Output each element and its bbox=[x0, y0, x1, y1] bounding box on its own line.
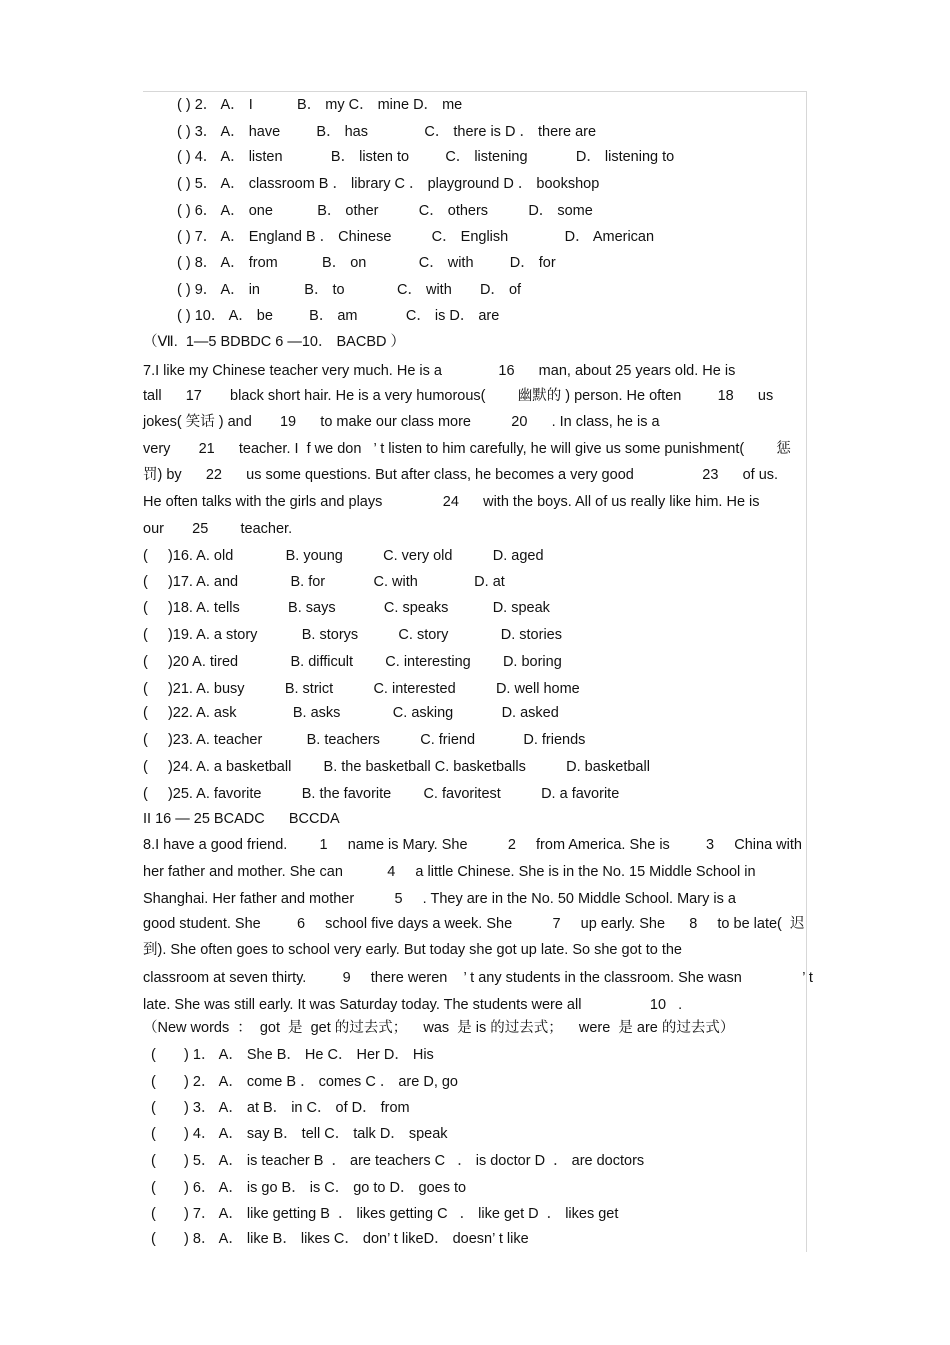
option-row: ( ) 7． A． England B ． Chinese C． English D． American bbox=[177, 229, 655, 245]
question-row: ( ) 1． A． She B． He C． Her D． His bbox=[151, 1047, 434, 1063]
question-row: ( ) 5． A． is teacher B ． are teachers C ． is doctor D ． are doctors bbox=[151, 1153, 645, 1169]
answer-key: （Ⅶ. 1—5 BDBDC 6 —10． BACBD ） bbox=[143, 334, 405, 350]
option-row: ( ) 5． A． classroom B ． library C ． playground D ． bookshop bbox=[177, 176, 600, 192]
question-row: ( ) 2． A． come B ． comes C ． are D, go bbox=[151, 1074, 458, 1090]
question-row: ( )18. A. tells B. says C. speaks D. speak bbox=[143, 600, 550, 616]
option-row: ( ) 10． A． be B． am C． is D． are bbox=[177, 308, 500, 324]
option-row: ( ) 8． A． from B． on C． with D． for bbox=[177, 255, 556, 271]
vocabulary-note: （New words ： got 是 get 的过去式； was 是 is 的过去式； were 是 are 的过去式） bbox=[143, 1020, 735, 1036]
passage-line: 到). She often goes to school very early. But today she got up late. So she got to the bbox=[143, 942, 682, 958]
passage-line: good student. She 6 school five days a week. She 7 up early. She 8 to be late( 迟 bbox=[143, 916, 805, 932]
option-row: ( ) 4． A． listen B． listen to C． listening D． listening to bbox=[177, 149, 675, 165]
question-row: ( ) 8． A． like B． likes C． don’ t likeD． doesn’ t like bbox=[151, 1231, 529, 1247]
passage-line: He often talks with the girls and plays 24 with the boys. All of us really like him. He is bbox=[143, 494, 760, 510]
question-row: ( )22. A. ask B. asks C. asking D. asked bbox=[143, 705, 559, 721]
question-row: ( )19. A. a story B. storys C. story D. stories bbox=[143, 627, 562, 643]
passage-line: classroom at seven thirty. 9 there weren ’ t any students in the classroom. She wasn ’ t bbox=[143, 970, 813, 986]
option-row: ( ) 2． A． I B． my C． mine D． me bbox=[177, 97, 463, 113]
passage-line: tall 17 black short hair. He is a very humorous( 幽默的 ) person. He often 18 us bbox=[143, 388, 774, 404]
passage-line: late. She was still early. It was Saturday today. The students were all 10 . bbox=[143, 997, 683, 1013]
passage-line: jokes( 笑话 ) and 19 to make our class more 20 . In class, he is a bbox=[143, 414, 660, 430]
question-row: ( ) 3． A． at B． in C． of D． from bbox=[151, 1100, 410, 1116]
option-row: ( ) 9． A． in B． to C． with D． of bbox=[177, 282, 522, 298]
passage-line: 8.I have a good friend. 1 name is Mary. She 2 from America. She is 3 China with bbox=[143, 837, 802, 853]
passage-line: very 21 teacher. I f we don ’ t listen to him carefully, he will give us some punishment( 惩 bbox=[143, 441, 791, 457]
question-row: ( )23. A. teacher B. teachers C. friend D. friends bbox=[143, 732, 586, 748]
answer-key: II 16 — 25 BCADC BCCDA bbox=[143, 811, 340, 827]
passage-line: our 25 teacher. bbox=[143, 521, 293, 537]
question-row: ( ) 6． A． is go B． is C． go to D． goes to bbox=[151, 1180, 467, 1196]
option-row: ( ) 3． A． have B． has C． there is D ． there are bbox=[177, 124, 597, 140]
passage-line: 罚) by 22 us some questions. But after class, he becomes a very good 23 of us. bbox=[143, 467, 779, 483]
question-row: ( )17. A. and B. for C. with D. at bbox=[143, 574, 505, 590]
question-row: ( ) 4． A． say B． tell C． talk D． speak bbox=[151, 1126, 448, 1142]
passage-line: her father and mother. She can 4 a little Chinese. She is in the No. 15 Middle School in bbox=[143, 864, 756, 880]
passage-line: 7.I like my Chinese teacher very much. He is a 16 man, about 25 years old. He is bbox=[143, 363, 736, 379]
question-row: ( )25. A. favorite B. the favorite C. favoritest D. a favorite bbox=[143, 786, 620, 802]
question-row: ( )24. A. a basketball B. the basketball C. basketballs D. basketball bbox=[143, 759, 650, 775]
question-row: ( )16. A. old B. young C. very old D. aged bbox=[143, 548, 544, 564]
passage-line: Shanghai. Her father and mother 5 . They are in the No. 50 Middle School. Mary is a bbox=[143, 891, 736, 907]
question-row: ( ) 7． A． like getting B ． likes getting C ． like get D ． likes get bbox=[151, 1206, 619, 1222]
option-row: ( ) 6． A． one B． other C． others D． some bbox=[177, 203, 593, 219]
question-row: ( )21. A. busy B. strict C. interested D. well home bbox=[143, 681, 580, 697]
question-row: ( )20 A. tired B. difficult C. interesting D. boring bbox=[143, 654, 562, 670]
